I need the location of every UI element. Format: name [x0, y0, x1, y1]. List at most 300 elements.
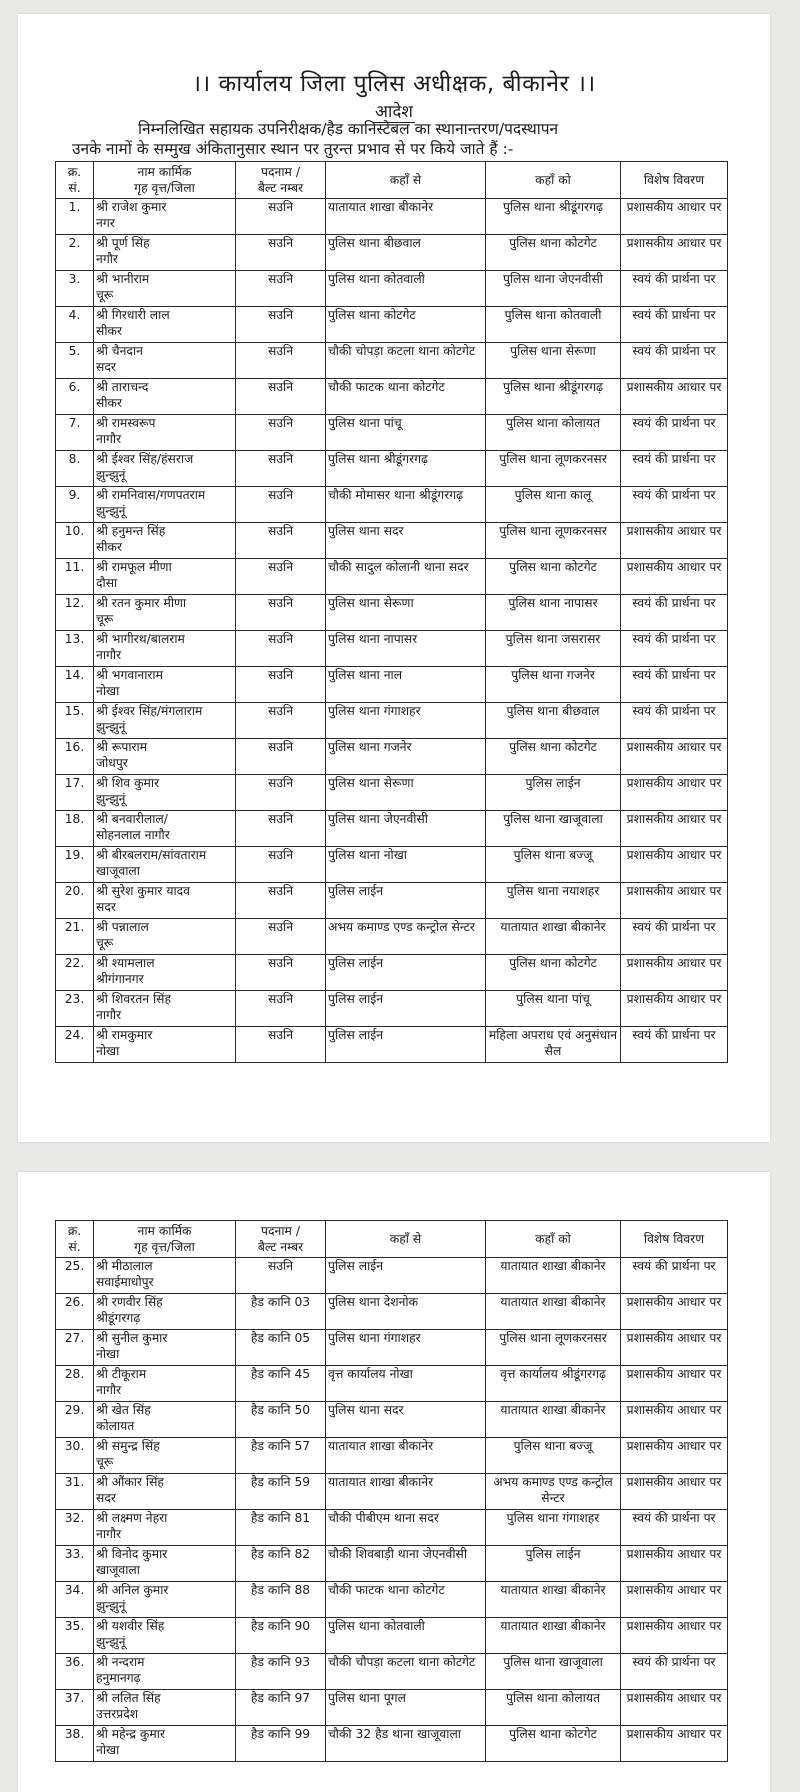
- home-district: सवाईमाधोपुर: [96, 1275, 154, 1289]
- employee-cell: [94, 919, 236, 955]
- table-row: [56, 235, 728, 271]
- remark: प्रशासकीय आधार पर: [621, 1402, 728, 1438]
- to-location: अभय कमाण्ड एण्ड कन्ट्रोल सेन्टर: [486, 1474, 621, 1510]
- to-location: पुलिस थाना सेरूणा: [486, 343, 621, 379]
- employee-name: श्री औंकार सिंह: [96, 1475, 164, 1489]
- transfer-table-page-1: [55, 161, 728, 1063]
- remark: प्रशासकीय आधार पर: [621, 883, 728, 919]
- designation: हैड कानि 50: [236, 1402, 326, 1438]
- employee-cell: [94, 487, 236, 523]
- from-location: पुलिस थाना देशनोक: [326, 1294, 486, 1330]
- to-location: पुलिस थाना नापासर: [486, 595, 621, 631]
- from-location: पुलिस थाना सेरूणा: [326, 775, 486, 811]
- table-row: [56, 1546, 728, 1582]
- employee-name: श्री समुन्द्र सिंह: [96, 1439, 160, 1453]
- remark: प्रशासकीय आधार पर: [621, 559, 728, 595]
- to-location: पुलिस थाना लूणकरनसर: [486, 451, 621, 487]
- employee-name: श्री भागीरथ/बालराम: [96, 632, 185, 646]
- remark: प्रशासकीय आधार पर: [621, 739, 728, 775]
- designation: हैड कानि 03: [236, 1294, 326, 1330]
- document-page-1: [18, 14, 770, 1142]
- to-location: पुलिस थाना बज्जू: [486, 1438, 621, 1474]
- employee-cell: [94, 523, 236, 559]
- designation: सउनि: [236, 811, 326, 847]
- employee-name: श्री पन्नालाल: [96, 920, 149, 934]
- designation: हैड कानि 81: [236, 1510, 326, 1546]
- to-location: पुलिस थाना जसरासर: [486, 631, 621, 667]
- employee-cell: [94, 1618, 236, 1654]
- col-header-name-line1: नाम कार्मिक: [137, 1224, 192, 1238]
- employee-name: श्री रणवीर सिंह: [96, 1295, 163, 1309]
- to-location: पुलिस थाना बज्जू: [486, 847, 621, 883]
- serial-number: 3.: [56, 271, 94, 307]
- remark: प्रशासकीय आधार पर: [621, 1474, 728, 1510]
- table-row: [56, 1654, 728, 1690]
- serial-number: 23.: [56, 991, 94, 1027]
- serial-number: 37.: [56, 1690, 94, 1726]
- table-row: [56, 487, 728, 523]
- employee-cell: [94, 271, 236, 307]
- table-row: [56, 451, 728, 487]
- remark: स्वयं की प्रार्थना पर: [621, 1258, 728, 1294]
- designation: हैड कानि 93: [236, 1654, 326, 1690]
- from-location: चौकी मोमासर थाना श्रीडूंगरगढ़: [326, 487, 486, 523]
- table-row: [56, 1027, 728, 1063]
- table-row: [56, 271, 728, 307]
- employee-cell: [94, 379, 236, 415]
- employee-cell: [94, 415, 236, 451]
- col-header-name-line1: नाम कार्मिक: [137, 165, 192, 179]
- serial-number: 13.: [56, 631, 94, 667]
- document-page-2: [18, 1172, 770, 1792]
- table-row: [56, 1438, 728, 1474]
- home-district: नोखा: [96, 1347, 120, 1361]
- employee-name: श्री रामस्वरूप: [96, 416, 156, 430]
- from-location: पुलिस थाना कोतवाली: [326, 271, 486, 307]
- remark: स्वयं की प्रार्थना पर: [621, 307, 728, 343]
- employee-cell: [94, 1474, 236, 1510]
- designation: हैड कानि 88: [236, 1582, 326, 1618]
- table-row: [56, 703, 728, 739]
- employee-name: श्री सुरेश कुमार यादव: [96, 884, 191, 898]
- header-row: [56, 162, 728, 199]
- home-district: नोखा: [96, 684, 120, 698]
- remark: स्वयं की प्रार्थना पर: [621, 271, 728, 307]
- col-header-sno: [56, 162, 94, 199]
- employee-name: श्री श्यामलाल: [96, 956, 155, 970]
- to-location: पुलिस थाना बीछवाल: [486, 703, 621, 739]
- home-district: झुन्झुनूं: [96, 1599, 126, 1613]
- to-location: पुलिस थाना नयाशहर: [486, 883, 621, 919]
- home-district: नागौर: [96, 1527, 122, 1541]
- col-header-post-line2: बैल्ट नम्बर: [257, 181, 304, 195]
- designation: सउनि: [236, 667, 326, 703]
- employee-name: श्री विनोद कुमार: [96, 1547, 168, 1561]
- employee-name: श्री टीकूराम: [96, 1367, 147, 1381]
- table-body: [56, 1258, 728, 1762]
- home-district: नागौर: [96, 648, 122, 662]
- remark: स्वयं की प्रार्थना पर: [621, 1027, 728, 1063]
- table-row: [56, 1258, 728, 1294]
- col-header-name-line2: गृह वृत्त/जिला: [134, 181, 195, 195]
- remark: प्रशासकीय आधार पर: [621, 1438, 728, 1474]
- col-header-post: [236, 1221, 326, 1258]
- col-header-sno-line2: सं.: [68, 181, 81, 195]
- from-location: पुलिस लाईन: [326, 955, 486, 991]
- col-header-sno-line1: क्र.: [67, 165, 82, 179]
- from-location: चौकी शिवबाड़ी थाना जेएनवीसी: [326, 1546, 486, 1582]
- home-district: सीकर: [96, 396, 122, 410]
- remark: स्वयं की प्रार्थना पर: [621, 415, 728, 451]
- designation: सउनि: [236, 415, 326, 451]
- to-location: पुलिस लाईन: [486, 1546, 621, 1582]
- home-district: श्रीडूंगरगढ़: [96, 1311, 141, 1325]
- serial-number: 22.: [56, 955, 94, 991]
- home-district: चूरू: [96, 612, 114, 626]
- remark: स्वयं की प्रार्थना पर: [621, 487, 728, 523]
- to-location: पुलिस लाईन: [486, 775, 621, 811]
- serial-number: 25.: [56, 1258, 94, 1294]
- from-location: पुलिस लाईन: [326, 991, 486, 1027]
- from-location: पुलिस लाईन: [326, 883, 486, 919]
- home-district: खाजूवाला: [96, 864, 140, 878]
- employee-cell: [94, 1654, 236, 1690]
- to-location: पुलिस थाना श्रीडूंगरगढ़: [486, 199, 621, 235]
- employee-cell: [94, 631, 236, 667]
- serial-number: 17.: [56, 775, 94, 811]
- employee-cell: [94, 595, 236, 631]
- to-location: पुलिस थाना कोलायत: [486, 415, 621, 451]
- serial-number: 38.: [56, 1726, 94, 1762]
- designation: सउनि: [236, 631, 326, 667]
- remark: स्वयं की प्रार्थना पर: [621, 451, 728, 487]
- serial-number: 16.: [56, 739, 94, 775]
- employee-name: श्री पूर्ण सिंह: [96, 236, 150, 250]
- col-header-sno: [56, 1221, 94, 1258]
- remark: प्रशासकीय आधार पर: [621, 847, 728, 883]
- serial-number: 14.: [56, 667, 94, 703]
- serial-number: 7.: [56, 415, 94, 451]
- employee-name: श्री सुनील कुमार: [96, 1331, 168, 1345]
- serial-number: 32.: [56, 1510, 94, 1546]
- table-row: [56, 919, 728, 955]
- employee-cell: [94, 451, 236, 487]
- to-location: पुलिस थाना पांचू: [486, 991, 621, 1027]
- home-district: जोधपुर: [96, 756, 128, 770]
- employee-name: श्री मीठालाल: [96, 1259, 153, 1273]
- serial-number: 5.: [56, 343, 94, 379]
- serial-number: 21.: [56, 919, 94, 955]
- designation: सउनि: [236, 739, 326, 775]
- from-location: पुलिस थाना गजनेर: [326, 739, 486, 775]
- employee-cell: [94, 703, 236, 739]
- col-header-post-line2: बैल्ट नम्बर: [257, 1240, 304, 1254]
- serial-number: 15.: [56, 703, 94, 739]
- remark: प्रशासकीय आधार पर: [621, 235, 728, 271]
- order-heading-text: आदेश: [375, 102, 413, 122]
- designation: हैड कानि 82: [236, 1546, 326, 1582]
- table-row: [56, 811, 728, 847]
- remark: प्रशासकीय आधार पर: [621, 991, 728, 1027]
- designation: सउनि: [236, 1027, 326, 1063]
- to-location: यातायात शाखा बीकानेर: [486, 1618, 621, 1654]
- employee-name: श्री ललित सिंह: [96, 1691, 161, 1705]
- designation: सउनि: [236, 703, 326, 739]
- col-header-from: कहाँ से: [326, 162, 486, 199]
- employee-name: श्री राजेश कुमार: [96, 200, 167, 214]
- home-district: हनुमानगढ़: [96, 1671, 141, 1685]
- serial-number: 26.: [56, 1294, 94, 1330]
- home-district: झुन्झुनूं: [96, 1635, 126, 1649]
- designation: हैड कानि 59: [236, 1474, 326, 1510]
- designation: सउनि: [236, 307, 326, 343]
- employee-name: श्री नन्दराम: [96, 1655, 145, 1669]
- serial-number: 30.: [56, 1438, 94, 1474]
- employee-name: श्री अनिल कुमार: [96, 1583, 169, 1597]
- home-district: नागौर: [96, 432, 122, 446]
- table-row: [56, 1582, 728, 1618]
- from-location: पुलिस थाना श्रीडूंगरगढ़: [326, 451, 486, 487]
- employee-cell: [94, 1582, 236, 1618]
- remark: स्वयं की प्रार्थना पर: [621, 1654, 728, 1690]
- serial-number: 34.: [56, 1582, 94, 1618]
- to-location: पुलिस थाना कोटगेट: [486, 955, 621, 991]
- to-location: पुलिस थाना गंगाशहर: [486, 1510, 621, 1546]
- employee-name: श्री रतन कुमार मीणा: [96, 596, 187, 610]
- employee-cell: [94, 1690, 236, 1726]
- remark: स्वयं की प्रार्थना पर: [621, 1510, 728, 1546]
- transfer-table-page-2: [55, 1220, 728, 1762]
- from-location: पुलिस थाना कोतवाली: [326, 1618, 486, 1654]
- table-row: [56, 1618, 728, 1654]
- designation: हैड कानि 05: [236, 1330, 326, 1366]
- remark: प्रशासकीय आधार पर: [621, 1726, 728, 1762]
- office-title: ।। कार्यालय जिला पुलिस अधीक्षक, बीकानेर ।।: [192, 71, 596, 97]
- col-header-name: [94, 1221, 236, 1258]
- table-row: [56, 595, 728, 631]
- from-location: चौकी फाटक थाना कोटगेट: [326, 1582, 486, 1618]
- home-district: उत्तरप्रदेश: [96, 1707, 139, 1721]
- remark: स्वयं की प्रार्थना पर: [621, 667, 728, 703]
- employee-cell: [94, 199, 236, 235]
- table-row: [56, 1294, 728, 1330]
- to-location: पुलिस थाना खाजूवाला: [486, 1654, 621, 1690]
- table-row: [56, 991, 728, 1027]
- table-row: [56, 415, 728, 451]
- from-location: अभय कमाण्ड एण्ड कन्ट्रोल सेन्टर: [326, 919, 486, 955]
- col-header-to: कहाँ को: [486, 162, 621, 199]
- serial-number: 9.: [56, 487, 94, 523]
- home-district: नोखा: [96, 1044, 120, 1058]
- remark: प्रशासकीय आधार पर: [621, 1366, 728, 1402]
- to-location: पुलिस थाना जेएनवीसी: [486, 271, 621, 307]
- home-district: श्रीगंगानगर: [96, 972, 144, 986]
- intro-line-1: निम्नलिखित सहायक उपनिरीक्षक/हैड कानिस्टेबल का स्थानान्तरण/पदस्थापन: [138, 120, 559, 138]
- table-row: [56, 307, 728, 343]
- from-location: चौकी चोपड़ा कटला थाना कोटगेट: [326, 343, 486, 379]
- remark: स्वयं की प्रार्थना पर: [621, 595, 728, 631]
- serial-number: 33.: [56, 1546, 94, 1582]
- table-row: [56, 1402, 728, 1438]
- serial-number: 27.: [56, 1330, 94, 1366]
- home-district: नगौर: [96, 252, 118, 266]
- home-district: कोलायत: [96, 1419, 135, 1433]
- to-location: वृत्त कार्यालय श्रीडूंगरगढ़: [486, 1366, 621, 1402]
- employee-cell: [94, 343, 236, 379]
- serial-number: 19.: [56, 847, 94, 883]
- from-location: पुलिस थाना सदर: [326, 523, 486, 559]
- from-location: पुलिस थाना कोटगेट: [326, 307, 486, 343]
- home-district: दौसा: [96, 576, 118, 590]
- table-header: [56, 162, 728, 199]
- designation: हैड कानि 45: [236, 1366, 326, 1402]
- col-header-sno-line2: सं.: [68, 1240, 81, 1254]
- table-row: [56, 739, 728, 775]
- employee-name: श्री बनवारीलाल/: [96, 812, 168, 826]
- home-district: सदर: [96, 360, 116, 374]
- col-header-name-line2: गृह वृत्त/जिला: [134, 1240, 195, 1254]
- table-row: [56, 1366, 728, 1402]
- home-district: सोहनलाल नागौर: [96, 828, 170, 842]
- employee-name: श्री ईश्वर सिंह/हंसराज: [96, 452, 194, 466]
- home-district: चूरू: [96, 936, 114, 950]
- from-location: यातायात शाखा बीकानेर: [326, 1438, 486, 1474]
- designation: सउनि: [236, 883, 326, 919]
- serial-number: 24.: [56, 1027, 94, 1063]
- employee-cell: [94, 775, 236, 811]
- designation: सउनि: [236, 271, 326, 307]
- serial-number: 31.: [56, 1474, 94, 1510]
- employee-name: श्री भानीराम: [96, 272, 150, 286]
- employee-cell: [94, 847, 236, 883]
- header-row: [56, 1221, 728, 1258]
- from-location: वृत्त कार्यालय नोखा: [326, 1366, 486, 1402]
- remark: प्रशासकीय आधार पर: [621, 1690, 728, 1726]
- from-location: चौकी पीबीएम थाना सदर: [326, 1510, 486, 1546]
- employee-name: श्री हनुमन्त सिंह: [96, 524, 166, 538]
- to-location: पुलिस थाना लूणकरनसर: [486, 523, 621, 559]
- employee-name: श्री खेत सिंह: [96, 1403, 151, 1417]
- table-row: [56, 343, 728, 379]
- employee-cell: [94, 235, 236, 271]
- table-row: [56, 775, 728, 811]
- to-location: पुलिस थाना कोतवाली: [486, 307, 621, 343]
- table-row: [56, 1726, 728, 1762]
- to-location: पुलिस थाना कालू: [486, 487, 621, 523]
- employee-name: श्री गिरधारी लाल: [96, 308, 170, 322]
- from-location: पुलिस थाना पांचू: [326, 415, 486, 451]
- remark: स्वयं की प्रार्थना पर: [621, 631, 728, 667]
- from-location: चौकी फाटक थाना कोटगेट: [326, 379, 486, 415]
- table-header: [56, 1221, 728, 1258]
- col-header-remark: विशेष विवरण: [621, 162, 728, 199]
- employee-cell: [94, 1258, 236, 1294]
- home-district: चूरू: [96, 1455, 114, 1469]
- to-location: पुलिस थाना खाजूवाला: [486, 811, 621, 847]
- col-header-to: कहाँ को: [486, 1221, 621, 1258]
- serial-number: 20.: [56, 883, 94, 919]
- employee-cell: [94, 1402, 236, 1438]
- designation: सउनि: [236, 343, 326, 379]
- remark: प्रशासकीय आधार पर: [621, 199, 728, 235]
- remark: प्रशासकीय आधार पर: [621, 1294, 728, 1330]
- table-row: [56, 1474, 728, 1510]
- to-location: पुलिस थाना गजनेर: [486, 667, 621, 703]
- designation: सउनि: [236, 199, 326, 235]
- home-district: झुन्झुनूं: [96, 792, 126, 806]
- home-district: खाजूवाला: [96, 1563, 140, 1577]
- home-district: सदर: [96, 1491, 116, 1505]
- home-district: झुन्झुनूं: [96, 720, 126, 734]
- home-district: नागौर: [96, 1008, 122, 1022]
- designation: सउनि: [236, 559, 326, 595]
- designation: सउनि: [236, 379, 326, 415]
- serial-number: 10.: [56, 523, 94, 559]
- designation: सउनि: [236, 595, 326, 631]
- serial-number: 35.: [56, 1618, 94, 1654]
- to-location: पुलिस थाना श्रीडूंगरगढ़: [486, 379, 621, 415]
- designation: सउनि: [236, 235, 326, 271]
- home-district: नागौर: [96, 1383, 122, 1397]
- remark: स्वयं की प्रार्थना पर: [621, 343, 728, 379]
- employee-name: श्री ईश्वर सिंह/मंगलाराम: [96, 704, 203, 718]
- from-location: पुलिस थाना नाल: [326, 667, 486, 703]
- home-district: नोखा: [96, 1743, 120, 1757]
- designation: सउनि: [236, 847, 326, 883]
- from-location: पुलिस थाना जेएनवीसी: [326, 811, 486, 847]
- col-header-post-line1: पदनाम /: [261, 1224, 300, 1238]
- col-header-name: [94, 162, 236, 199]
- designation: हैड कानि 57: [236, 1438, 326, 1474]
- designation: हैड कानि 90: [236, 1618, 326, 1654]
- to-location: यातायात शाखा बीकानेर: [486, 919, 621, 955]
- designation: सउनि: [236, 955, 326, 991]
- home-district: सीकर: [96, 324, 122, 338]
- to-location: पुलिस थाना कोटगेट: [486, 1726, 621, 1762]
- table-row: [56, 199, 728, 235]
- employee-cell: [94, 1330, 236, 1366]
- from-location: पुलिस थाना नोखा: [326, 847, 486, 883]
- table-row: [56, 955, 728, 991]
- serial-number: 8.: [56, 451, 94, 487]
- to-location: यातायात शाखा बीकानेर: [486, 1402, 621, 1438]
- serial-number: 11.: [56, 559, 94, 595]
- employee-name: श्री रामफूल मीणा: [96, 560, 172, 574]
- employee-cell: [94, 559, 236, 595]
- employee-name: श्री महेन्द्र कुमार: [96, 1727, 165, 1741]
- remark: प्रशासकीय आधार पर: [621, 811, 728, 847]
- intro-line-2: उनके नामों के सम्मुख अंकितानुसार स्थान पर तुरन्त प्रभाव से पर किये जाते हैं :-: [72, 140, 514, 158]
- to-location: पुलिस थाना कोटगेट: [486, 559, 621, 595]
- table-row: [56, 1690, 728, 1726]
- designation: सउनि: [236, 775, 326, 811]
- col-header-sno-line1: क्र.: [67, 1224, 82, 1238]
- table-row: [56, 883, 728, 919]
- employee-name: श्री रामकुमार: [96, 1028, 153, 1042]
- col-header-from: कहाँ से: [326, 1221, 486, 1258]
- designation: सउनि: [236, 451, 326, 487]
- serial-number: 18.: [56, 811, 94, 847]
- home-district: चूरू: [96, 288, 114, 302]
- from-location: पुलिस थाना गंगाशहर: [326, 703, 486, 739]
- home-district: नगर: [96, 216, 115, 230]
- remark: प्रशासकीय आधार पर: [621, 523, 728, 559]
- employee-cell: [94, 883, 236, 919]
- employee-name: श्री शिव कुमार: [96, 776, 160, 790]
- designation: सउनि: [236, 991, 326, 1027]
- employee-cell: [94, 739, 236, 775]
- from-location: चौकी चौपड़ा कटला थाना कोटगेट: [326, 1654, 486, 1690]
